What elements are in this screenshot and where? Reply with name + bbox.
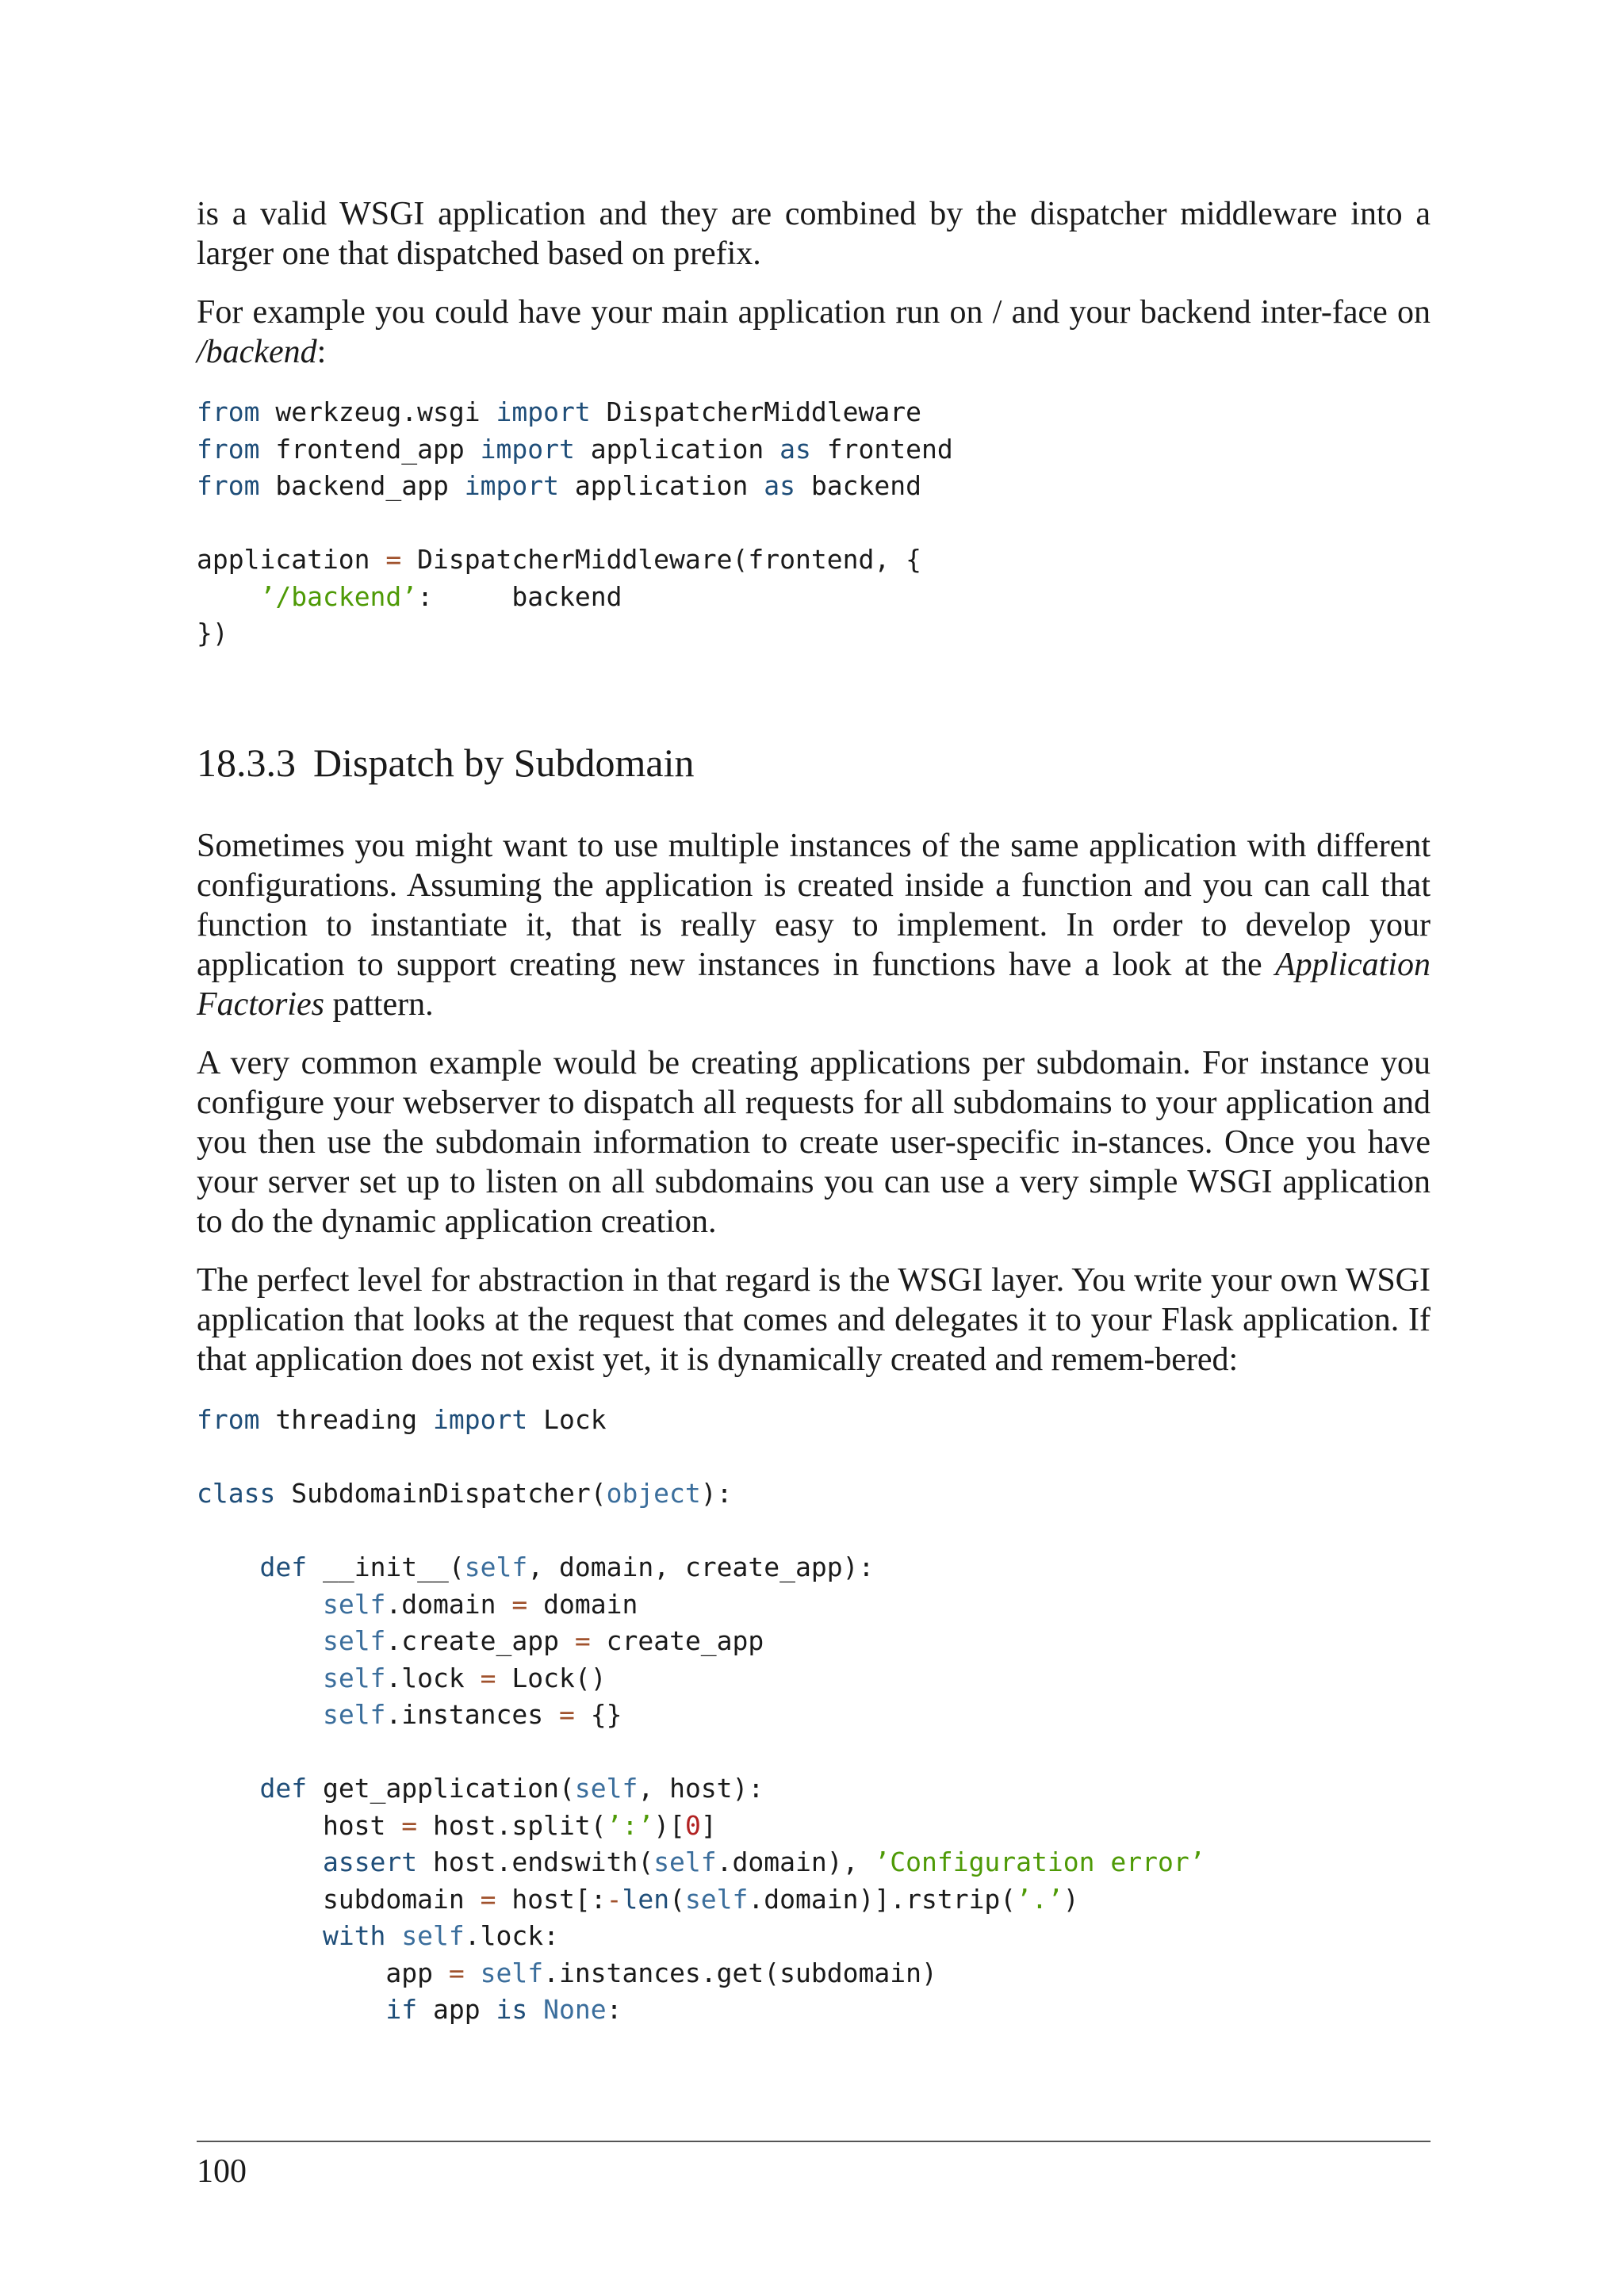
code-token: subdomain bbox=[197, 1883, 481, 1915]
code-token bbox=[197, 1699, 323, 1730]
code-token: app bbox=[417, 1994, 496, 2025]
code-token: = bbox=[511, 1588, 528, 1620]
code-block-dispatcher-middleware bbox=[197, 394, 1431, 652]
code-line bbox=[197, 581, 622, 612]
code-token: from bbox=[197, 1404, 260, 1435]
code-token: .instances bbox=[385, 1699, 559, 1730]
code-token: - bbox=[606, 1883, 622, 1915]
code-line bbox=[197, 1994, 622, 2025]
code-token: if bbox=[385, 1994, 418, 2025]
code-line bbox=[197, 1699, 622, 1730]
code-token: with bbox=[322, 1920, 386, 1951]
paragraph-example-colon: : bbox=[316, 334, 327, 370]
code-line bbox=[197, 396, 921, 427]
code-token: {} bbox=[574, 1699, 622, 1730]
code-token: host.endswith( bbox=[417, 1846, 654, 1877]
code-token: ’Configuration error’ bbox=[874, 1846, 1205, 1877]
code-token: DispatcherMiddleware bbox=[590, 396, 921, 427]
code-token: def bbox=[259, 1773, 308, 1804]
code-line bbox=[197, 434, 953, 465]
code-token: ’/backend’ bbox=[259, 580, 418, 612]
section-title: Dispatch by Subdomain bbox=[313, 740, 695, 785]
code-token: get_application( bbox=[307, 1773, 575, 1804]
subdomain-body bbox=[197, 826, 1431, 2029]
code-token: .create_app bbox=[385, 1625, 575, 1656]
code-token bbox=[465, 1957, 481, 1988]
section-number: 18.3.3 bbox=[197, 740, 296, 785]
code-token: import bbox=[480, 433, 575, 465]
code-token bbox=[197, 1663, 323, 1693]
code-token: frontend_app bbox=[259, 433, 481, 465]
code-line bbox=[197, 618, 228, 649]
code-token: host.split( bbox=[417, 1809, 607, 1841]
code-token bbox=[385, 1920, 401, 1951]
code-token: Lock() bbox=[496, 1662, 607, 1693]
code-line bbox=[197, 1478, 733, 1509]
code-token: SubdomainDispatcher( bbox=[275, 1478, 607, 1509]
code-token bbox=[197, 1589, 323, 1620]
code-token bbox=[197, 1552, 259, 1582]
code-line bbox=[197, 1846, 1205, 1877]
code-token: len bbox=[622, 1883, 670, 1915]
code-token: , host): bbox=[638, 1773, 764, 1804]
code-token: backend bbox=[795, 470, 921, 501]
code-token: app bbox=[197, 1957, 449, 1988]
code-token: is bbox=[496, 1994, 528, 2025]
code-token: = bbox=[574, 1625, 591, 1656]
code-token: as bbox=[779, 433, 811, 465]
paragraph-wsgi-layer: The perfect level for abstraction in that regard is the WSGI layer. You write your own WSGI application that looks at the request that comes and delegates it to your Flask application. If that application does not exist yet, it is dynamically created and remem-bered: bbox=[197, 1262, 1431, 1378]
code-token bbox=[197, 1773, 259, 1804]
code-token: frontend bbox=[810, 433, 953, 465]
code-line bbox=[197, 1957, 937, 1988]
application-factories-link[interactable]: Application Factories bbox=[197, 947, 1431, 1023]
code-token: application bbox=[574, 433, 780, 465]
code-token: self bbox=[322, 1699, 386, 1730]
code-token: host[: bbox=[496, 1883, 607, 1915]
code-token: : backend bbox=[417, 580, 622, 612]
code-line bbox=[197, 1663, 607, 1693]
code-token: from bbox=[197, 396, 260, 427]
code-token: None bbox=[543, 1994, 607, 2025]
code-line bbox=[197, 1552, 874, 1582]
code-token: ’:’ bbox=[606, 1809, 654, 1841]
code-token bbox=[197, 1625, 323, 1656]
code-token: import bbox=[464, 470, 559, 501]
code-token: self bbox=[684, 1883, 749, 1915]
code-token: DispatcherMiddleware(frontend, { bbox=[401, 544, 921, 575]
code-token: = bbox=[385, 544, 402, 575]
code-token: .lock bbox=[385, 1662, 481, 1693]
code-token: self bbox=[322, 1662, 386, 1693]
code-token bbox=[197, 581, 259, 612]
code-token: import bbox=[496, 396, 591, 427]
code-line bbox=[197, 1810, 717, 1841]
code-token: ] bbox=[700, 1809, 717, 1841]
page-number: 100 bbox=[197, 2153, 247, 2190]
code-token: host bbox=[197, 1809, 402, 1841]
paragraph-multiple-instances bbox=[197, 826, 1431, 1024]
paragraph-intro: is a valid WSGI application and they are combined by the dispatcher middleware into a larger one that dispatched based on prefix. bbox=[197, 196, 1431, 272]
code-token: .domain bbox=[385, 1588, 512, 1620]
code-token bbox=[527, 1994, 543, 2025]
code-line bbox=[197, 544, 921, 575]
code-token: backend_app bbox=[259, 470, 465, 501]
code-token: application bbox=[197, 544, 386, 575]
code-token: from bbox=[197, 470, 260, 501]
code-line bbox=[197, 1884, 1079, 1915]
code-token: from bbox=[197, 433, 260, 465]
code-line bbox=[197, 470, 921, 501]
code-token: self bbox=[401, 1920, 465, 1951]
code-token: werkzeug.wsgi bbox=[259, 396, 496, 427]
code-token: .domain)].rstrip( bbox=[748, 1883, 1017, 1915]
code-token: = bbox=[401, 1809, 418, 1841]
paragraph-example bbox=[197, 293, 1431, 372]
code-token: = bbox=[480, 1883, 496, 1915]
code-token: )[ bbox=[653, 1809, 685, 1841]
paragraph-per-subdomain: A very common example would be creating applications per subdomain. For instance you configure your webserver to dispatch all requests for all subdomains to your application and you then use the subdomain information to create user-specific in-stances. Once you have your server set up to listen on all subdomains you can use a very simple WSGI application to do the dynamic application creation. bbox=[197, 1045, 1431, 1240]
code-token: application bbox=[558, 470, 764, 501]
code-token: ’.’ bbox=[1016, 1883, 1063, 1915]
intro-block bbox=[197, 194, 1431, 652]
code-token bbox=[197, 1994, 385, 2025]
backend-path: /backend bbox=[197, 334, 317, 370]
code-token: assert bbox=[322, 1846, 418, 1877]
footer-rule bbox=[197, 2141, 1431, 2142]
code-token: .instances.get(subdomain) bbox=[543, 1957, 937, 1988]
code-token: def bbox=[259, 1552, 308, 1582]
code-token: self bbox=[322, 1625, 386, 1656]
code-token: }) bbox=[197, 618, 228, 649]
code-line bbox=[197, 1589, 638, 1620]
code-token: ( bbox=[669, 1883, 685, 1915]
code-line bbox=[197, 1404, 607, 1435]
code-token: ): bbox=[700, 1478, 733, 1509]
code-token: .domain), bbox=[716, 1846, 875, 1877]
code-token bbox=[197, 1846, 323, 1877]
code-token: = bbox=[480, 1662, 496, 1693]
code-token: __init__( bbox=[307, 1552, 465, 1582]
code-token: self bbox=[322, 1588, 386, 1620]
code-token: as bbox=[764, 470, 796, 501]
code-token: import bbox=[433, 1404, 528, 1435]
paragraph-multiple-instances-text: Sometimes you might want to use multiple instances of the same application with different configurations. Assuming the application is created inside a function and you can call that function to instantiate it, that is really easy to implement. In order to develop your application to support creating new instances in functions have a look at the bbox=[197, 828, 1431, 983]
code-line bbox=[197, 1625, 764, 1656]
paragraph-multiple-instances-end: pattern. bbox=[324, 986, 434, 1023]
code-token: Lock bbox=[527, 1404, 607, 1435]
code-token: threading bbox=[259, 1404, 434, 1435]
code-token: self bbox=[653, 1846, 717, 1877]
paragraph-example-text: For example you could have your main application run on / and your backend inter-face on bbox=[197, 294, 1431, 331]
code-token: = bbox=[558, 1699, 575, 1730]
code-token: create_app bbox=[590, 1625, 764, 1656]
code-token: self bbox=[574, 1773, 638, 1804]
code-token: class bbox=[197, 1478, 276, 1509]
code-token: self bbox=[480, 1957, 544, 1988]
code-token: domain bbox=[527, 1588, 638, 1620]
code-token: = bbox=[448, 1957, 465, 1988]
section-heading bbox=[197, 739, 695, 786]
code-token bbox=[197, 1920, 323, 1951]
code-token: ) bbox=[1063, 1883, 1079, 1915]
code-token: self bbox=[464, 1552, 528, 1582]
code-line bbox=[197, 1773, 764, 1804]
code-line bbox=[197, 1920, 559, 1951]
code-token: 0 bbox=[684, 1809, 701, 1841]
code-token: .lock: bbox=[464, 1920, 560, 1951]
code-token: object bbox=[606, 1478, 701, 1509]
code-block-subdomain-dispatcher bbox=[197, 1402, 1431, 2029]
code-token: , domain, create_app): bbox=[527, 1552, 875, 1582]
code-token: : bbox=[606, 1994, 622, 2025]
